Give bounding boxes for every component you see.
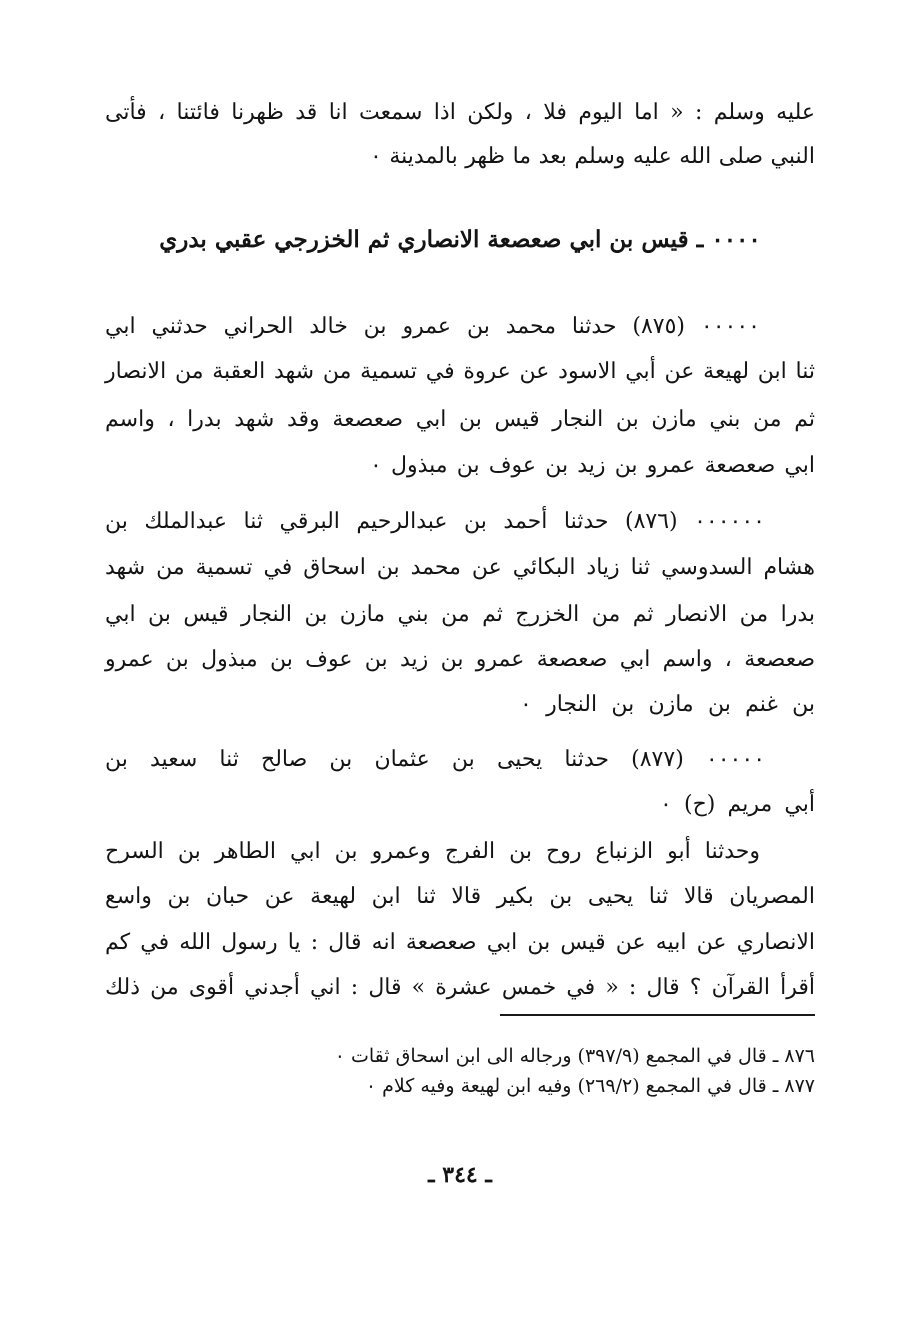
footnote: ٨٧٧ ـ قال في المجمع (٢٦٩/٢) وفيه ابن لهيعة وفيه كلام ٠ <box>365 1075 815 1097</box>
page-number: ـ ٣٤٤ ـ <box>428 1162 492 1188</box>
text-line: ٠٠٠٠٠٠ (٨٧٦) حدثنا أحمد بن عبدالرحيم البرقي ثنا عبدالملك بن <box>105 509 765 534</box>
text-line: أقرأ القرآن ؟ قال : « في خمس عشرة » قال : اني أجدني أقوى من ذلك <box>105 975 815 1000</box>
footnote-rule <box>500 1014 815 1016</box>
text-line: أبي مريم (ح) ٠ <box>660 792 815 817</box>
text-line: وحدثنا أبو الزنباع روح بن الفرج وعمرو بن ابي الطاهر بن السرح <box>105 839 760 864</box>
section-heading: ٠٠٠٠ ـ قيس بن ابي صعصعة الانصاري ثم الخزرجي عقبي بدري <box>159 226 761 253</box>
text-line: ٠٠٠٠٠ (٨٧٧) حدثنا يحيى بن عثمان بن صالح ثنا سعيد بن <box>105 747 766 772</box>
text-line: ثنا ابن لهيعة عن أبي الاسود عن عروة في تسمية من شهد العقبة من الانصار <box>105 359 815 384</box>
text-line: الانصاري عن ابيه عن قيس بن ابي صعصعة انه قال : يا رسول الله في كم <box>105 930 815 955</box>
footnote: ٨٧٦ ـ قال في المجمع (٣٩٧/٩) ورجاله الى ابن اسحاق ثقات ٠ <box>334 1045 815 1067</box>
text-line: النبي صلى الله عليه وسلم بعد ما ظهر بالمدينة ٠ <box>370 144 815 169</box>
text-line: المصريان قالا ثنا يحيى بن بكير قالا ثنا ابن لهيعة عن حبان بن واسع <box>105 884 815 909</box>
text-line: ثم من بني مازن بن النجار قيس بن ابي صعصعة وقد شهد بدرا ، واسم <box>105 407 815 432</box>
text-line: بن غنم بن مازن بن النجار ٠ <box>520 692 815 717</box>
text-line: هشام السدوسي ثنا زياد البكائي عن محمد بن اسحاق في تسمية من شهد <box>105 555 815 580</box>
text-line: عليه وسلم : « اما اليوم فلا ، ولكن اذا سمعت انا قد ظهرنا فائتنا ، فأتى <box>105 100 815 125</box>
text-line: بدرا من الانصار ثم من الخزرج ثم من بني مازن بن النجار قيس بن ابي <box>105 602 815 627</box>
text-line: صعصعة ، واسم ابي صعصعة عمرو بن زيد بن عوف بن مبذول بن عمرو <box>105 647 815 672</box>
text-line: ابي صعصعة عمرو بن زيد بن عوف بن مبذول ٠ <box>370 453 815 478</box>
text-line: ٠٠٠٠٠ (٨٧٥) حدثنا محمد بن عمرو بن خالد الحراني حدثني ابي <box>105 314 760 339</box>
